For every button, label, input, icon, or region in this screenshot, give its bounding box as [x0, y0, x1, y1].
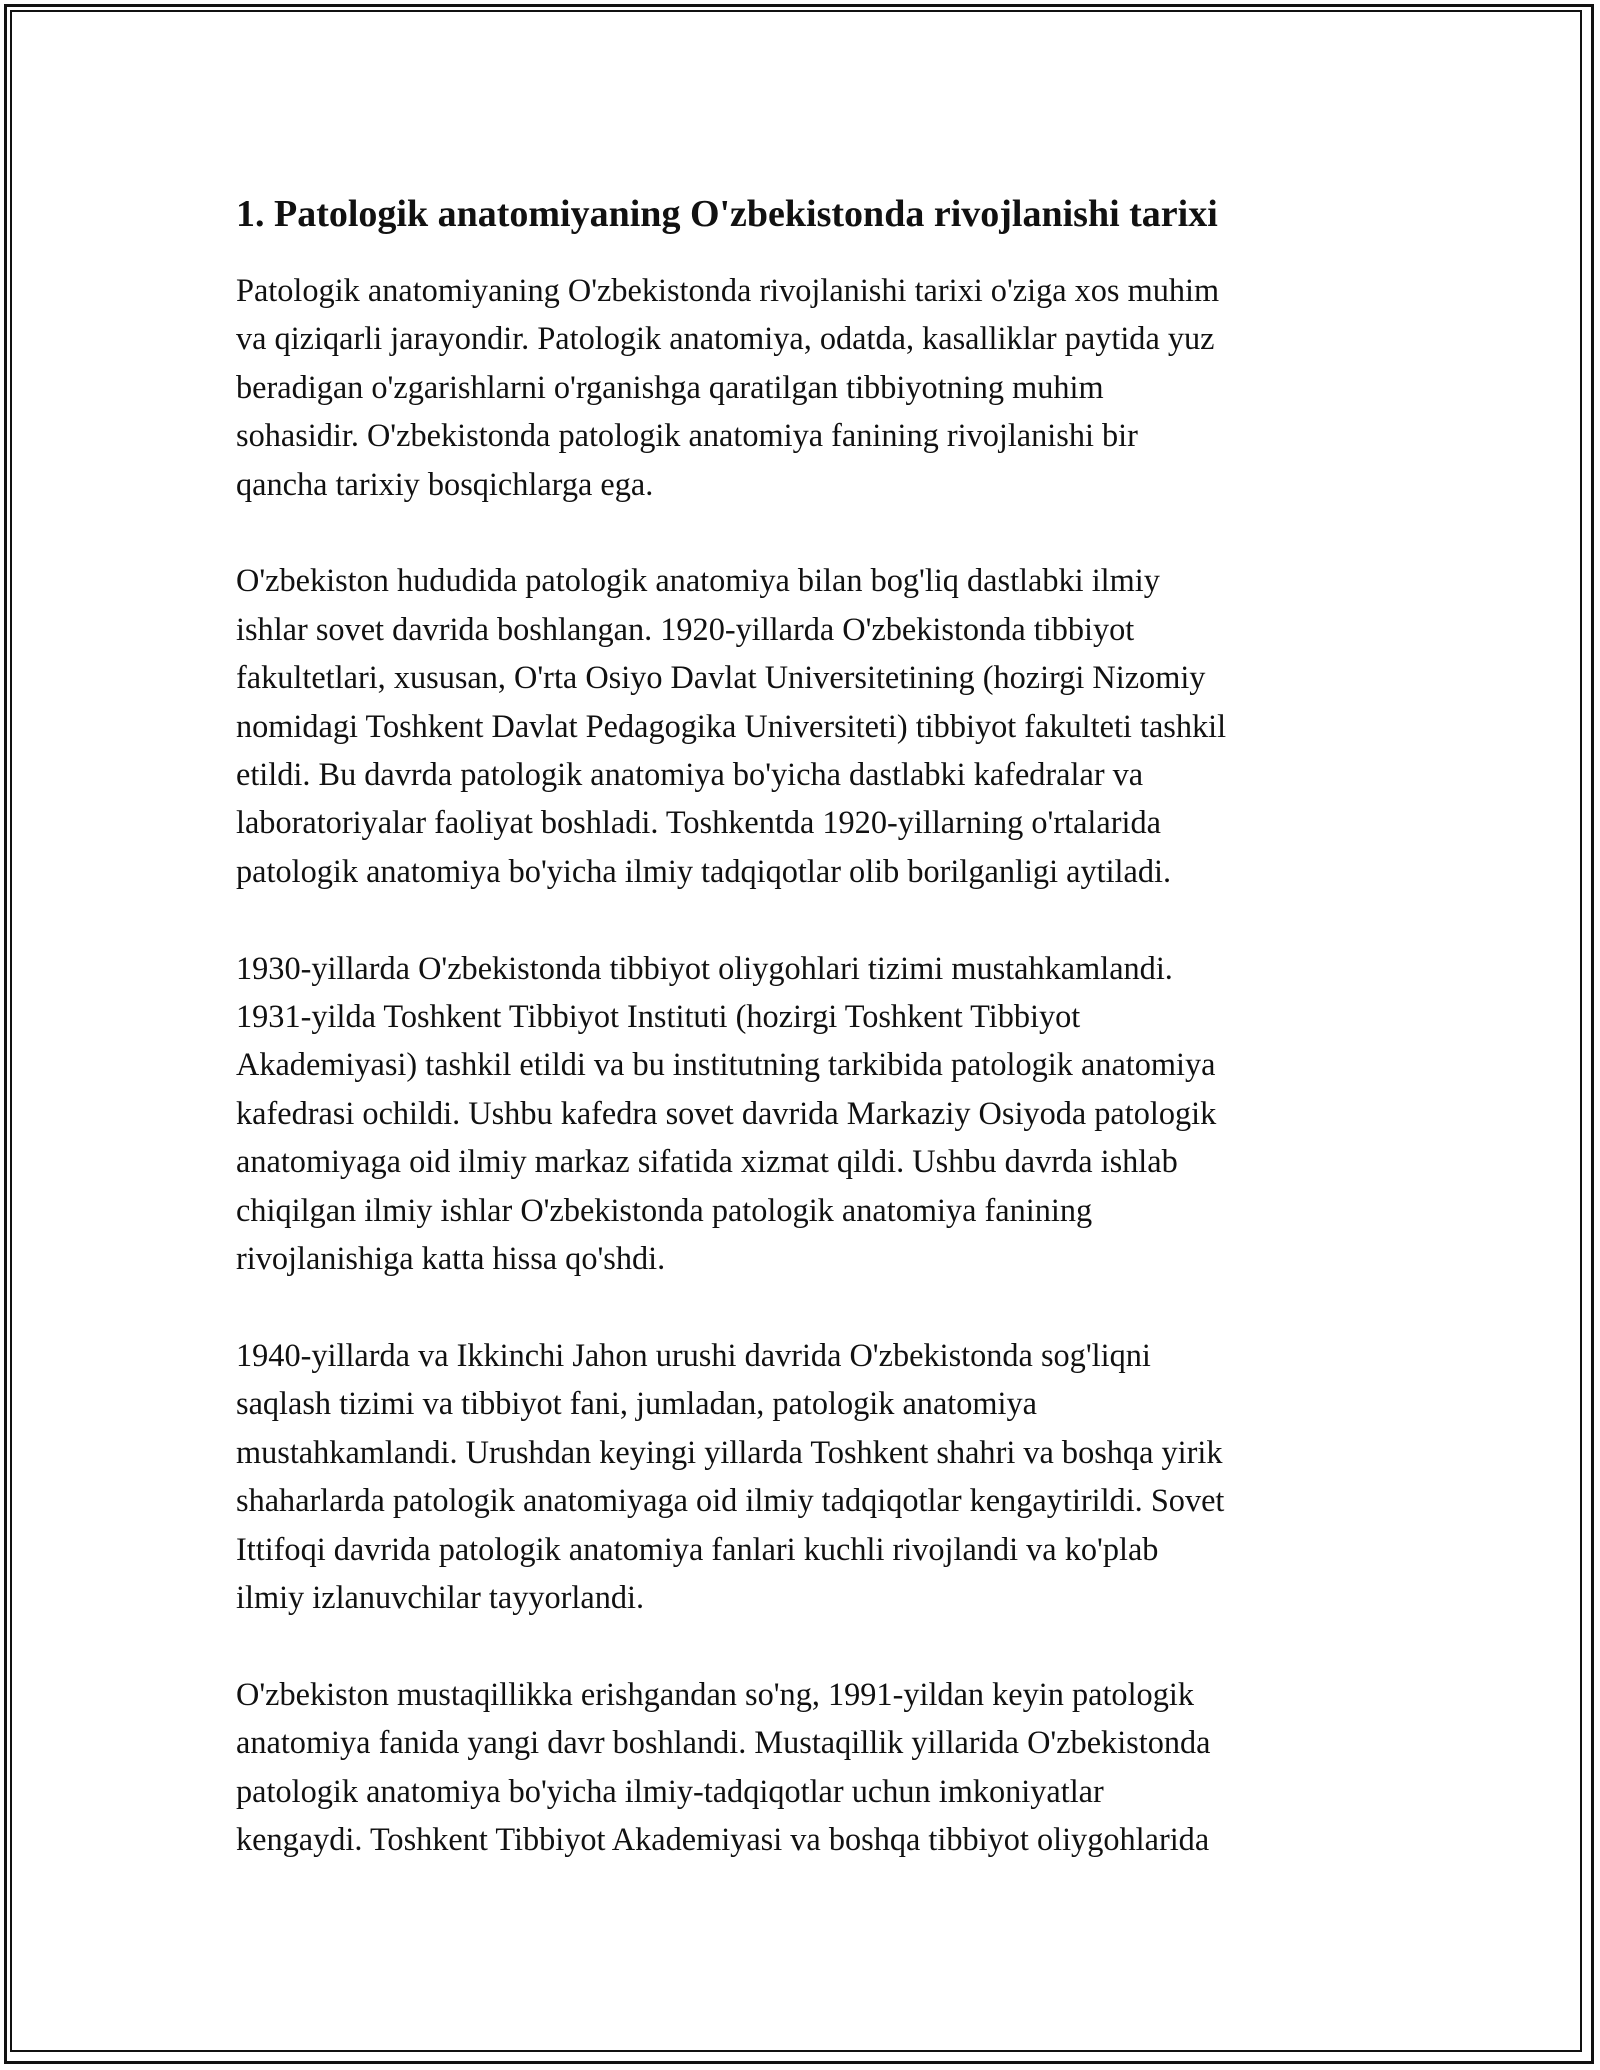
paragraph-line: kafedrasi ochildi. Ushbu kafedra sovet davrida Markaziy Osiyoda patologik	[236, 1094, 1217, 1131]
paragraph-line: beradigan o'zgarishlarni o'rganishga qaratilgan tibbiyotning muhim	[236, 368, 1104, 405]
paragraph-line: fakultetlari, xususan, O'rta Osiyo Davlat Universitetining (hozirgi Nizomiy	[236, 659, 1206, 696]
paragraph-line: 1931-yilda Toshkent Tibbiyot Instituti (hozirgi Toshkent Tibbiyot	[236, 998, 1081, 1035]
document-page	[236, 186, 1366, 1863]
paragraph-2	[236, 556, 1366, 895]
paragraph-line: shaharlarda patologik anatomiyaga oid ilmiy tadqiqotlar kengaytirildi. Sovet	[236, 1482, 1225, 1519]
paragraph-line: laboratoriyalar faoliyat boshladi. Toshkentda 1920-yillarning o'rtalarida	[236, 804, 1161, 841]
paragraph-line: patologik anatomiya bo'yicha ilmiy tadqiqotlar olib borilganligi aytiladi.	[236, 852, 1172, 889]
paragraph-line: 1930-yillarda O'zbekistonda tibbiyot oliygohlari tizimi mustahkamlandi.	[236, 949, 1173, 986]
paragraph-line: anatomiyaga oid ilmiy markaz sifatida xizmat qildi. Ushbu davrda ishlab	[236, 1143, 1178, 1180]
paragraph-line: chiqilgan ilmiy ishlar O'zbekistonda patologik anatomiya fanining	[236, 1191, 1093, 1228]
paragraph-line: saqlash tizimi va tibbiyot fani, jumladan, patologik anatomiya	[236, 1385, 1037, 1422]
paragraph-5	[236, 1670, 1366, 1864]
paragraph-line: patologik anatomiya bo'yicha ilmiy-tadqiqotlar uchun imkoniyatlar	[236, 1772, 1104, 1809]
paragraph-line: nomidagi Toshkent Davlat Pedagogika Universiteti) tibbiyot fakulteti tashkil	[236, 707, 1227, 744]
paragraph-line: ilmiy izlanuvchilar tayyorlandi.	[236, 1578, 645, 1615]
paragraph-line: ishlar sovet davrida boshlangan. 1920-yillarda O'zbekistonda tibbiyot	[236, 610, 1135, 647]
paragraph-line: sohasidir. O'zbekistonda patologik anatomiya fanining rivojlanishi bir	[236, 417, 1138, 454]
paragraph-line: qancha tarixiy bosqichlarga ega.	[236, 465, 654, 502]
paragraph-3	[236, 944, 1366, 1283]
paragraph-line: anatomiya fanida yangi davr boshlandi. Mustaqillik yillarida O'zbekistonda	[236, 1724, 1211, 1761]
paragraph-line: etildi. Bu davrda patologik anatomiya bo'yicha dastlabki kafedralar va	[236, 756, 1144, 793]
paragraph-line: kengaydi. Toshkent Tibbiyot Akademiyasi va boshqa tibbiyot oliygohlarida	[236, 1820, 1210, 1857]
paragraph-1	[236, 266, 1366, 508]
paragraph-line: Patologik anatomiyaning O'zbekistonda rivojlanishi tarixi o'ziga xos muhim	[236, 272, 1220, 308]
paragraph-line: 1940-yillarda va Ikkinchi Jahon urushi davrida O'zbekistonda sog'liqni	[236, 1336, 1151, 1373]
paragraph-line: rivojlanishiga katta hissa qo'shdi.	[236, 1240, 666, 1277]
paragraph-line: O'zbekiston hududida patologik anatomiya bilan bog'liq dastlabki ilmiy	[236, 562, 1160, 599]
paragraph-line: Akademiyasi) tashkil etildi va bu institutning tarkibida patologik anatomiya	[236, 1046, 1216, 1083]
paragraph-4	[236, 1331, 1366, 1621]
paragraph-line: va qiziqarli jarayondir. Patologik anatomiya, odatda, kasalliklar paytida yuz	[236, 320, 1215, 357]
paragraph-line: O'zbekiston mustaqillikka erishgandan so'ng, 1991-yildan keyin patologik	[236, 1675, 1194, 1712]
section-heading: 1. Patologik anatomiyaning O'zbekistonda rivojlanishi tarixi	[236, 193, 1218, 235]
paragraph-line: mustahkamlandi. Urushdan keyingi yillarda Toshkent shahri va boshqa yirik	[236, 1433, 1223, 1470]
paragraph-line: Ittifoqi davrida patologik anatomiya fanlari kuchli rivojlandi va ko'plab	[236, 1530, 1159, 1567]
